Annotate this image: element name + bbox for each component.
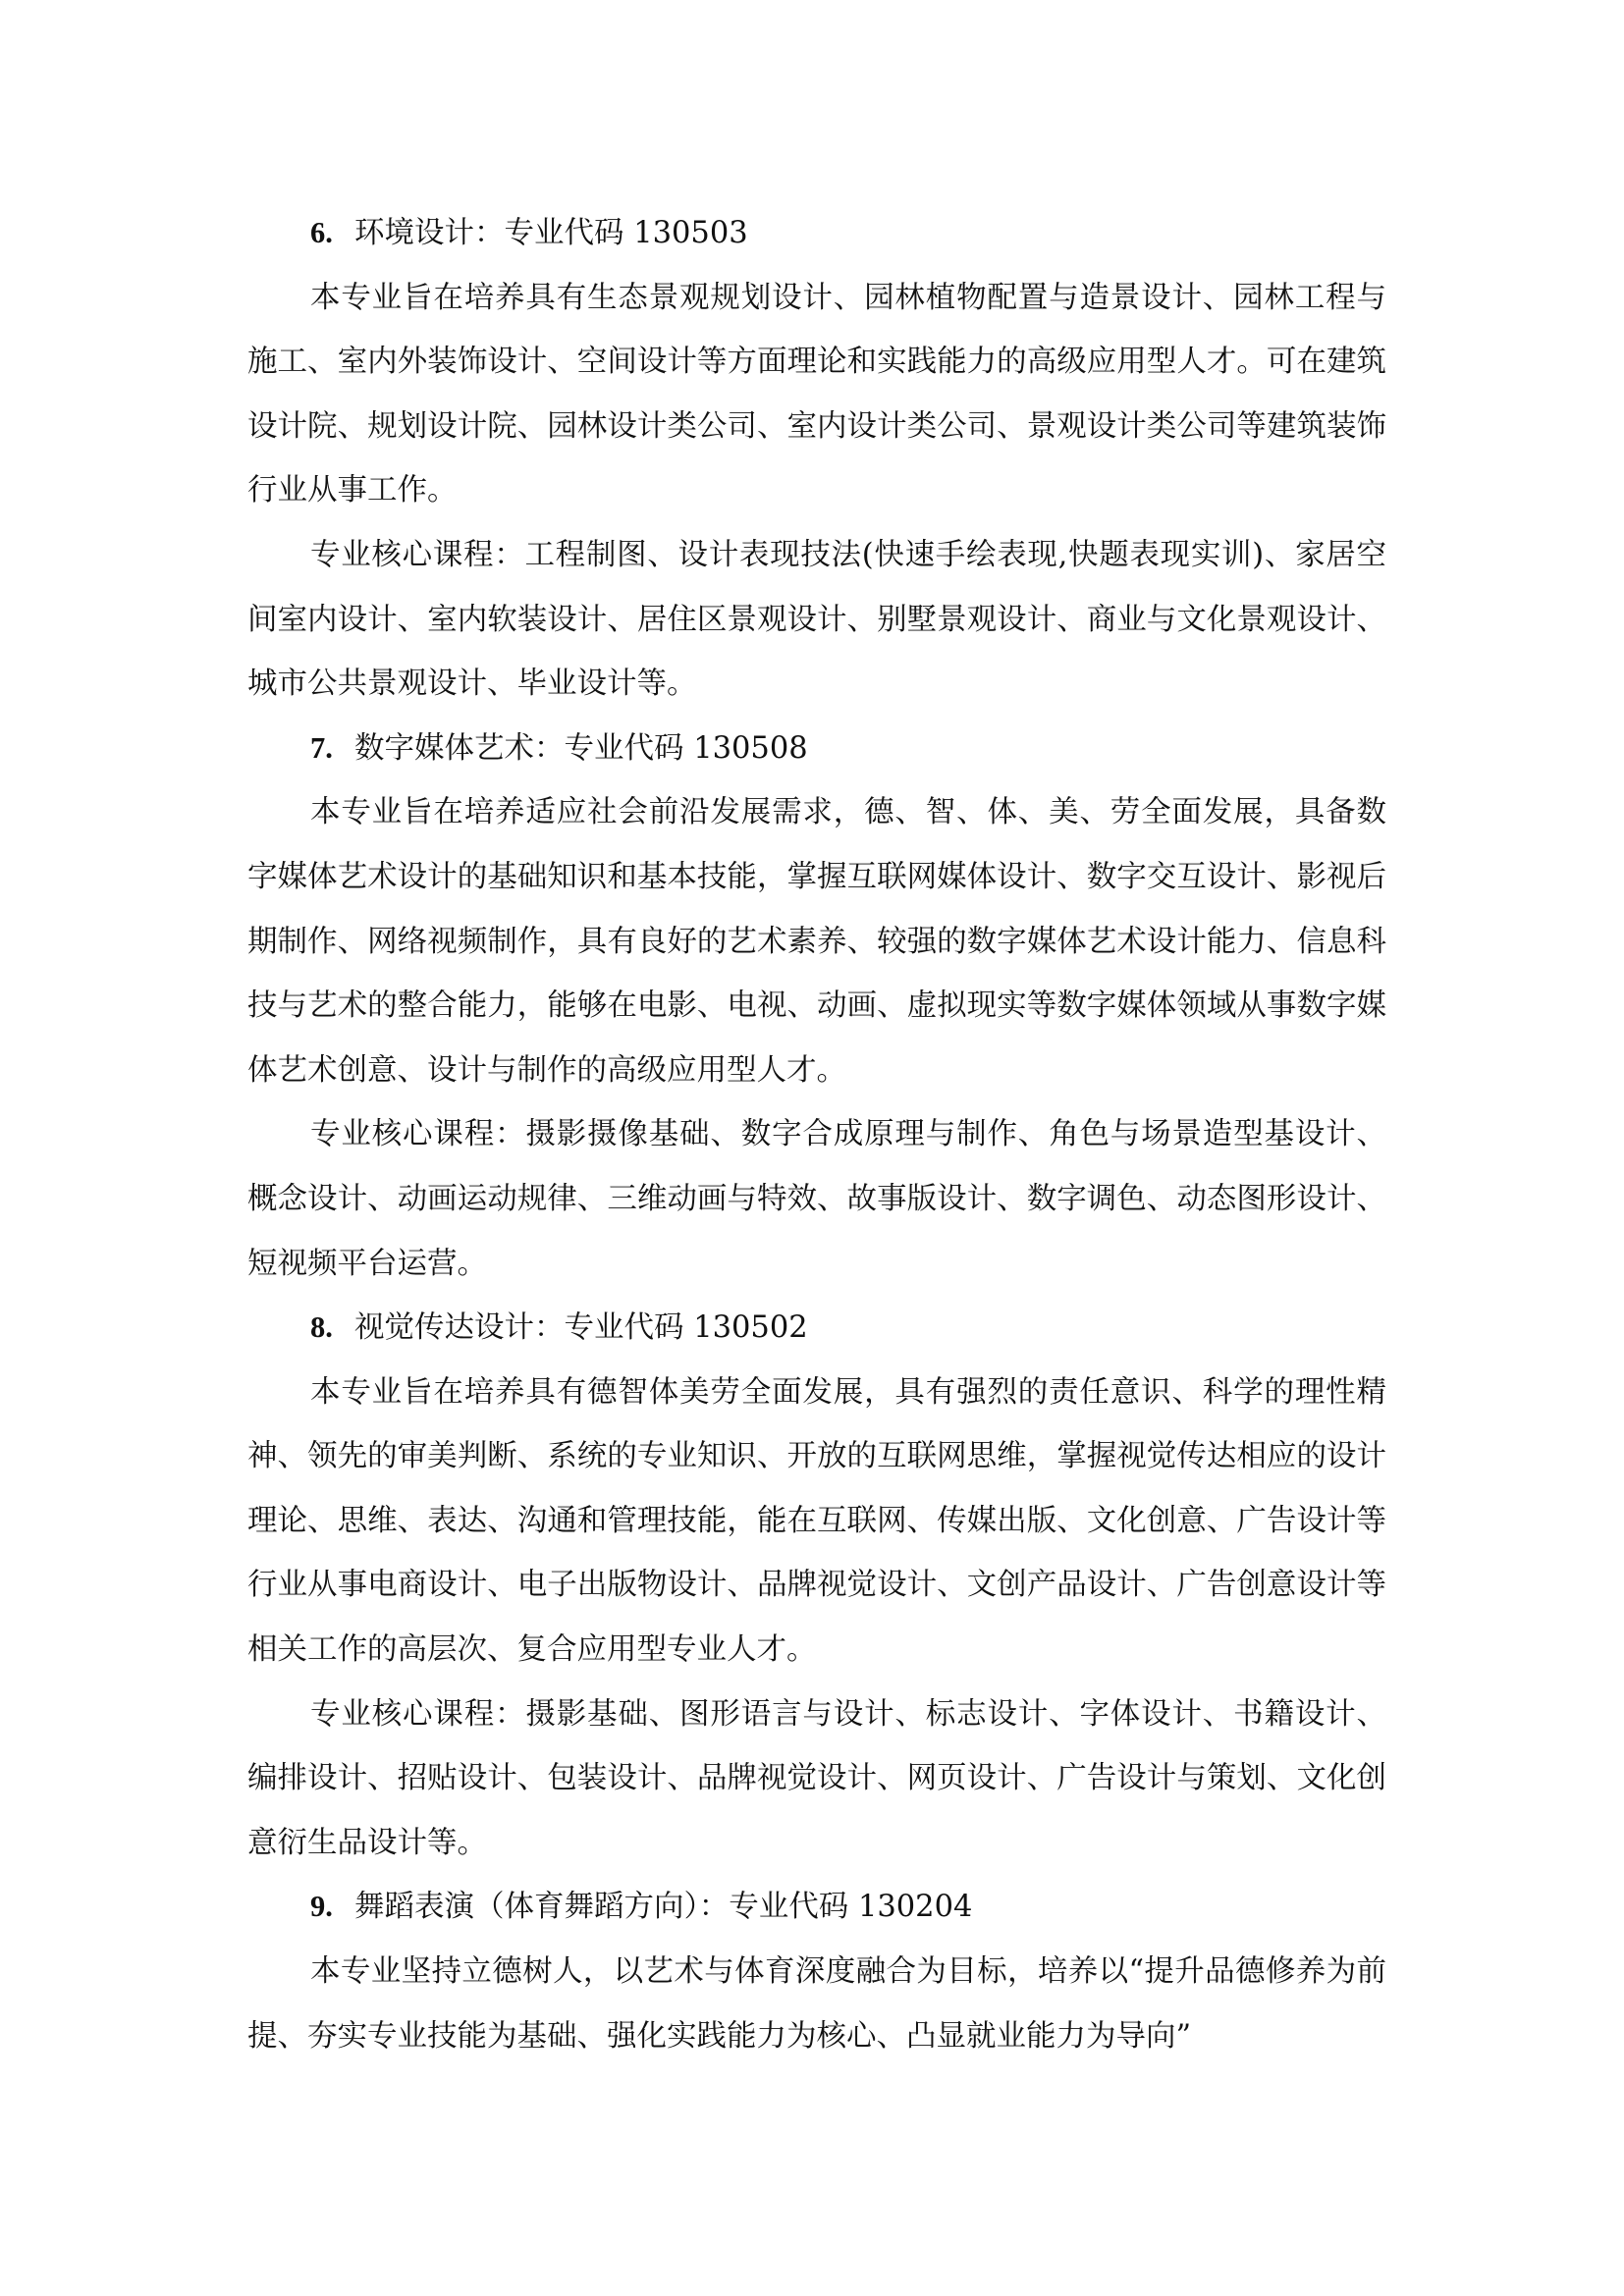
section-title: 数字媒体艺术：专业代码 130508 [354, 730, 808, 766]
section-heading-visual-communication [247, 1296, 1386, 1361]
section-number: 9. [310, 1890, 333, 1924]
section-heading-dance-performance [247, 1875, 1386, 1940]
section-heading-environment-design [247, 201, 1386, 266]
section-courses-environment-design: 专业核心课程：工程制图、设计表现技法(快速手绘表现,快题表现实训)、家居空间室内设计、室内软装设计、居住区景观设计、别墅景观设计、商业与文化景观设计、城市公共景观设计、毕业设计等。 [247, 537, 1386, 702]
section-courses-visual-communication: 专业核心课程：摄影基础、图形语言与设计、标志设计、字体设计、书籍设计、编排设计、招贴设计、包装设计、品牌视觉设计、网页设计、广告设计与策划、文化创意衍生品设计等。 [247, 1696, 1386, 1860]
section-number: 6. [310, 216, 333, 249]
section-intro-visual-communication: 本专业旨在培养具有德智体美劳全面发展，具有强烈的责任意识、科学的理性精神、领先的审美判断、系统的专业知识、开放的互联网思维，掌握视觉传达相应的设计理论、思维、表达、沟通和管理技能，能在互联网、传媒出版、文化创意、广告设计等行业从事电商设计、电子出版物设计、品牌视觉设计、文创产品设计、广告创意设计等相关工作的高层次、复合应用型专业人才。 [247, 1374, 1386, 1668]
section-number: 8. [310, 1310, 333, 1345]
section-intro-digital-media-art: 本专业旨在培养适应社会前沿发展需求，德、智、体、美、劳全面发展，具备数字媒体艺术设计的基础知识和基本技能，掌握互联网媒体设计、数字交互设计、影视后期制作、网络视频制作，具有良好的艺术素养、较强的数字媒体艺术设计能力、信息科技与艺术的整合能力，能够在电影、电视、动画、虚拟现实等数字媒体领域从事数字媒体艺术创意、设计与制作的高级应用型人才。 [247, 795, 1386, 1088]
section-title: 舞蹈表演（体育舞蹈方向）：专业代码 130204 [354, 1890, 973, 1925]
section-number: 7. [310, 730, 333, 765]
section-title: 环境设计：专业代码 130503 [354, 216, 748, 250]
document-body [247, 201, 1386, 2068]
section-title: 视觉传达设计：专业代码 130502 [354, 1310, 808, 1346]
section-intro-dance-performance: 本专业坚持立德树人，以艺术与体育深度融合为目标，培养以“提升品德修养为前提、夯实专业技能为基础、强化实践能力为核心、凸显就业能力为导向” [247, 1954, 1386, 2054]
section-courses-digital-media-art: 专业核心课程：摄影摄像基础、数字合成原理与制作、角色与场景造型基设计、概念设计、动画运动规律、三维动画与特效、故事版设计、数字调色、动态图形设计、短视频平台运营。 [247, 1117, 1386, 1281]
section-heading-digital-media-art [247, 717, 1386, 781]
section-intro-environment-design: 本专业旨在培养具有生态景观规划设计、园林植物配置与造景设计、园林工程与施工、室内外装饰设计、空间设计等方面理论和实践能力的高级应用型人才。可在建筑设计院、规划设计院、园林设计类公司、室内设计类公司、景观设计类公司等建筑装饰行业从事工作。 [247, 280, 1386, 508]
